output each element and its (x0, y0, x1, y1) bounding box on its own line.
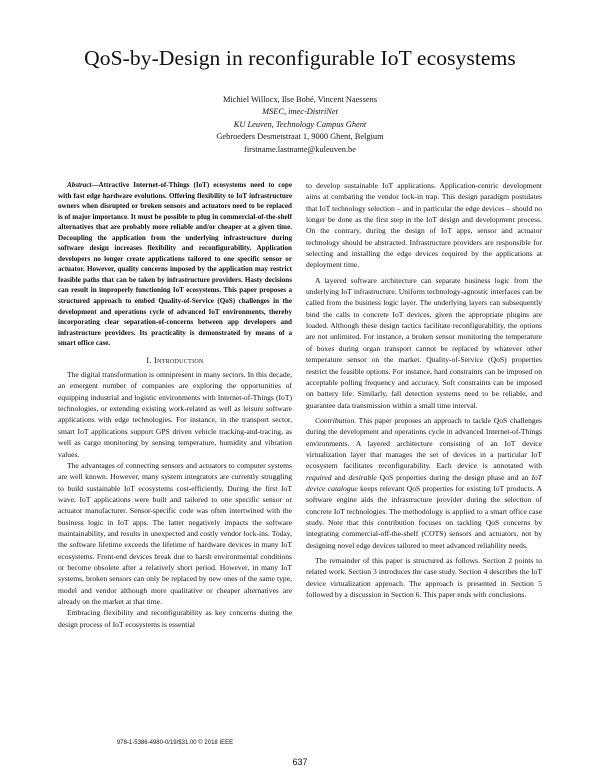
address: Gebroeders Desmetstraat 1, 9000 Ghent, Belgium (216, 132, 384, 142)
page-number: 637 (292, 757, 308, 767)
author-names: Michiel Willocx, Ilse Bohé, Vincent Naessens (223, 95, 377, 104)
intro-paragraph-1: The digital transformation is omnipresent in many sectors. In this decade, an emergent number of companies are exploring the opportunities of equipping industrial and logistic environments with Internet-of-Things (IoT) technologies, or extending existing work-related as well as leisure software applications with edge technologies. For instance, in the transport sector, smart IoT applications support GPS driven vehicle tracking-and-tracing, as well as cargo monitoring by sensing temperature, humidity and vibration values. (58, 370, 292, 459)
right-column (306, 180, 542, 600)
contribution-label: Contribution. (315, 415, 357, 425)
author-block (0, 94, 600, 156)
abstract-text: —Attractive Internet-of-Things (IoT) ecosystems need to cope with fast edge hardware evolutions. Offering flexibility to IoT infrastructure owners when disrupted or broken sensors and actuators need to be replaced is of major importance. It must be possible to plug in commercial-of-the-shelf alternatives that are probably more reliable and/or cheaper at a given time. Decoupling the application from the underlying infrastructure during software design increases flexibility and reconfigurability. Application developers no longer create applications tailored to one specific sensor or actuator. However, quality concerns imposed by the application may restrict feasible paths that can be taken by infrastructure providers. Hasty decisions can result in improperly functioning IoT ecosystems. This paper proposes a structured approach to embed Quality-of-Service (QoS) challenges in the development and operations cycle of advanced IoT environments, thereby incorporating clear separation-of-concerns between app developers and infrastructure providers. Its practicality is demonstrated by means of a smart office case. (58, 181, 292, 348)
affiliation-1: MSEC, imec-DistriNet (262, 107, 338, 117)
copyright-notice: 978-1-5386-4980-0/19/$31.00 © 2018 IEEE (116, 740, 234, 746)
paper-title: QoS-by-Design in reconfigurable IoT ecosystems (84, 46, 516, 70)
section-heading-introduction: I. Introduction (146, 355, 204, 365)
intro-paragraph-3: Embracing flexibility and reconfigurability as key concerns during the design process of IoT ecosystems is essential (58, 608, 292, 629)
affiliation-2: KU Leuven, Technology Campus Ghent (233, 119, 367, 129)
abstract (58, 180, 292, 349)
abstract-label: Abstract (67, 181, 92, 189)
right-paragraph-2: A layered software architecture can separate business logic from the underlying IoT infrastructure. Uniform technology-agnostic interfaces can be called from the business logic layer. The underlying layers can subsequently bind the calls to concrete IoT devices, given the appropriate plugins are loaded. Although these design tactics facilitate reconfigurability, the options are not unlimited. For instance, a broken sensor monitoring the temperature of boxes during organ transport cannot be replaced by whatever other temperature sensor on the market. Quality-of-Service (QoS) properties restrict the feasible options. For instance, hard constraints can be imposed on acceptable polling frequency and accuracy. Soft constraints can be imposed on battery life. Similarly, fall detection systems need to be reliable, and guarantee data transmission within a small time interval. (306, 275, 542, 410)
contribution-paragraph: Contribution. This paper proposes an approach to tackle QoS challenges during the development and operations cycle in advanced Internet-of-Things environments. A layered architecture consisting of an IoT device virtualization layer that manages the set of devices in a particular IoT ecosystem facilitates reconfigurability. Each device is annotated with required and desirable QoS properties during the design phase and an IoT device catalogue keeps relevant QoS properties for existing IoT products. A software engine aids the infrastructure provider during the selection of concrete IoT technologies. The methodology is applied to a smart office case study. Note that this contribution focuses on tackling QoS concerns by integrating commercial-off-the-shelf (COTS) sensors and actuators, not by designing novel edge devices tailored to meet advanced reliability needs. (306, 415, 543, 550)
remainder-paragraph: The remainder of this paper is structured as follows. Section 2 points to related work. Section 3 introduces the case study. Section 4 describes the IoT device virtualization approach. The approach is presented in Section 5 followed by a discussion in Section 6. This paper ends with conclusions. (306, 556, 542, 600)
intro-paragraph-2: The advantages of connecting sensors and actuators to computer systems are well known. However, many system integrators are currently struggling to build sustainable IoT ecosystems cost-efficiently. During the first IoT wave, IoT applications were built and tailored to one specific sensor or actuator manufacturer. Sensor-specific code was often intertwined with the business logic in IoT apps. The latter negatively impacts the software maintainability, and results in unexpected and costly vendor lock-ins. Today, the software lifetime exceeds the lifetime of hardware devices in many IoT ecosystems. Front-end devices break due to harsh environmental conditions or become obsolete after a relatively short period. However, in many IoT systems, broken sensors can only be replaced by new ones of the same type, model and vendor although more qualitative or cheaper alternatives are already on the market at that time. (58, 460, 292, 606)
left-column (58, 180, 292, 630)
right-paragraph-1: to develop sustainable IoT applications. Application-centric development aims at combating the vendor lock-in trap. This design paradigm postulates that IoT technology selection – and in particular the edge devices – should no longer be done as the first step in the IoT design and development process. On the contrary, during the design of IoT apps, sensor and actuator technology should be abstracted. Infrastructure providers are responsible for selecting and installing the edge devices required by the applications at deployment time. (306, 181, 542, 270)
email: firstname.lastname@kuleuven.be (244, 144, 356, 154)
